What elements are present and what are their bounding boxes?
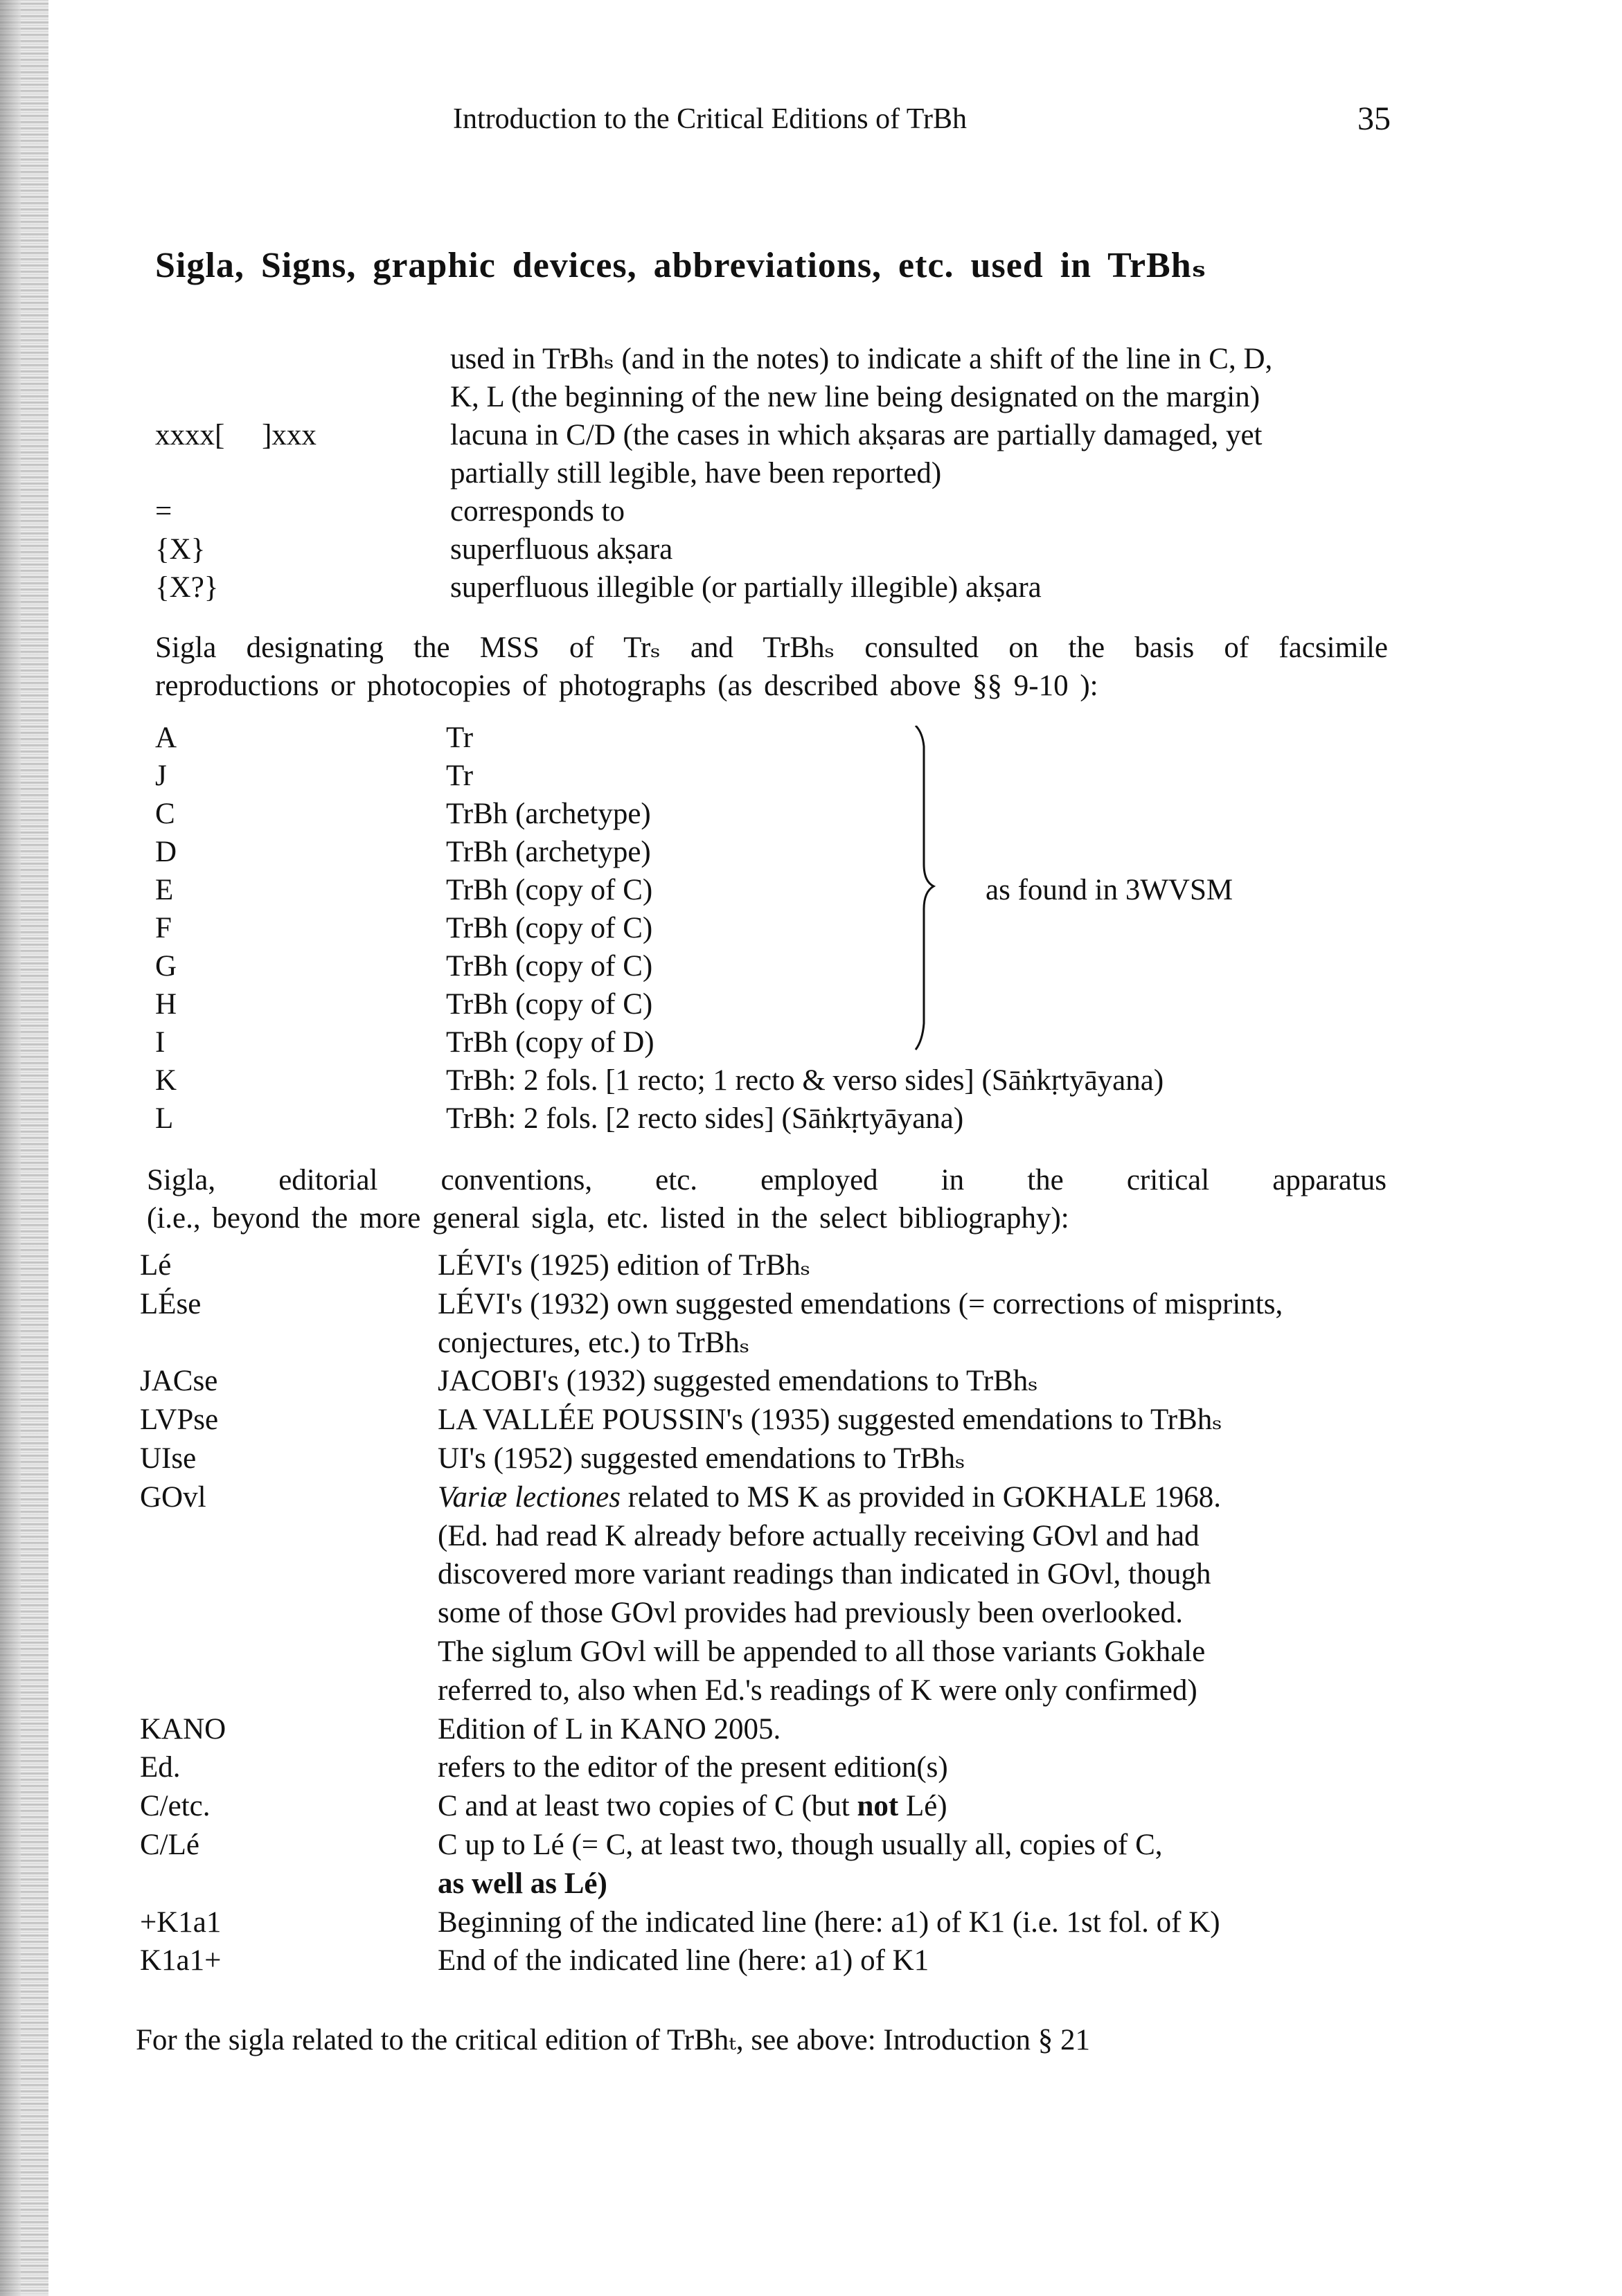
sigla: UIse bbox=[140, 1442, 197, 1475]
table-row bbox=[155, 416, 1272, 492]
sigla: K bbox=[155, 1064, 177, 1097]
description-line: TrBh (copy of C) bbox=[446, 950, 653, 983]
sigla: L bbox=[155, 1102, 174, 1135]
sigla-description bbox=[446, 871, 652, 909]
sigla: K1a1+ bbox=[140, 1944, 222, 1977]
heading-line: Sigla designating the MSS of Trₛ and TrBhₛ consulted on the basis of facsimile bbox=[155, 631, 1388, 664]
description-line: LÉVI's (1925) edition of TrBhₛ bbox=[438, 1249, 811, 1282]
sigla: JACse bbox=[140, 1365, 218, 1398]
section-title: Sigla, Signs, graphic devices, abbreviations, etc. used in TrBhₛ bbox=[155, 246, 1207, 285]
sigla-description bbox=[438, 1710, 781, 1749]
table-row bbox=[140, 1710, 1283, 1749]
table-row bbox=[140, 1903, 1283, 1942]
table-row bbox=[140, 1787, 1283, 1826]
sigla-description bbox=[438, 1787, 947, 1826]
table-row bbox=[140, 1401, 1283, 1440]
table-row bbox=[155, 795, 1164, 833]
sigla: D bbox=[155, 836, 177, 868]
table-row bbox=[155, 1023, 1164, 1061]
table-row bbox=[140, 1246, 1283, 1285]
sigla-description bbox=[446, 757, 473, 795]
description-line: TrBh (copy of D) bbox=[446, 1026, 654, 1059]
sigla: I bbox=[155, 1026, 166, 1059]
sigla: H bbox=[155, 988, 177, 1021]
sigla: A bbox=[155, 721, 177, 754]
description-line: superfluous akṣara bbox=[450, 533, 673, 566]
description-line: TrBh: 2 fols. [1 recto; 1 recto & verso sides] (Sāṅkṛtyāyana) bbox=[446, 1064, 1164, 1097]
description-line: TrBh (archetype) bbox=[446, 836, 651, 868]
description-line: The siglum GOvl will be appended to all those variants Gokhale bbox=[438, 1635, 1206, 1668]
sigla-description bbox=[446, 909, 652, 947]
description-line: TrBh (copy of C) bbox=[446, 912, 653, 944]
sigla: {X?} bbox=[155, 571, 219, 604]
sigla-description bbox=[438, 1440, 965, 1478]
heading-line: reproductions or photocopies of photographs (as described above §§ 9-10 ): bbox=[155, 670, 1098, 702]
description-line: End of the indicated line (here: a1) of K1 bbox=[438, 1944, 929, 1977]
heading-line: Sigla, editorial conventions, etc. employed in the critical apparatus bbox=[147, 1164, 1387, 1196]
sigla: +K1a1 bbox=[140, 1905, 222, 1939]
text-segment: Lé) bbox=[898, 1790, 947, 1823]
apparatus-sigla-table bbox=[140, 1246, 1283, 1980]
description-line: (Ed. had read K already before actually receiving GOvl and had bbox=[438, 1519, 1200, 1552]
sigla-description bbox=[438, 1903, 1220, 1942]
sigla-description bbox=[450, 492, 625, 530]
sigla-description bbox=[446, 1023, 654, 1061]
sigla: C/etc. bbox=[140, 1790, 211, 1823]
description-line: discovered more variant readings than indicated in GOvl, though bbox=[438, 1558, 1211, 1591]
sigla-description bbox=[438, 1362, 1038, 1401]
text-segment: C and at least two copies of C (but bbox=[438, 1790, 857, 1823]
sigla-description bbox=[446, 795, 651, 833]
sigla-description bbox=[450, 530, 672, 568]
table-row bbox=[155, 757, 1164, 795]
description-line: lacuna in C/D (the cases in which akṣaras are partially damaged, yet bbox=[450, 419, 1263, 451]
sigla-description bbox=[446, 947, 652, 985]
mss-sigla-table bbox=[155, 719, 1164, 1138]
text-segment: Variæ lectiones bbox=[438, 1480, 621, 1514]
table-row bbox=[140, 1362, 1283, 1401]
description-line: JACOBI's (1932) suggested emendations to TrBhₛ bbox=[438, 1365, 1038, 1398]
table-row bbox=[155, 530, 1272, 568]
table-row bbox=[155, 340, 1272, 416]
sigla-description bbox=[438, 1748, 948, 1787]
description-line: refers to the editor of the present edition(s) bbox=[438, 1751, 948, 1784]
sigla: G bbox=[155, 950, 177, 983]
apparatus-sigla-heading bbox=[147, 1161, 1387, 1237]
sigla-description bbox=[438, 1285, 1283, 1363]
page-number: 35 bbox=[1357, 100, 1391, 137]
table-row bbox=[155, 833, 1164, 871]
sigla-description bbox=[446, 719, 473, 757]
table-row bbox=[140, 1941, 1283, 1980]
description-line bbox=[438, 1478, 1221, 1517]
sigla: E bbox=[155, 874, 174, 906]
description-line: conjectures, etc.) to TrBhₛ bbox=[438, 1326, 750, 1359]
sigla-description bbox=[446, 1061, 1164, 1100]
description-line: partially still legible, have been reported) bbox=[450, 457, 942, 490]
description-line: superfluous illegible (or partially illegible) akṣara bbox=[450, 571, 1042, 604]
sigla: KANO bbox=[140, 1712, 226, 1746]
description-line: LÉVI's (1932) own suggested emendations (= corrections of misprints, bbox=[438, 1287, 1283, 1320]
description-line: TrBh (copy of C) bbox=[446, 988, 653, 1021]
table-row bbox=[140, 1285, 1283, 1363]
description-line: C up to Lé (= C, at least two, though usually all, copies of C, bbox=[438, 1828, 1163, 1861]
table-row bbox=[155, 1061, 1164, 1100]
description-line: TrBh (copy of C) bbox=[446, 874, 653, 906]
table-row bbox=[155, 985, 1164, 1023]
table-row bbox=[155, 947, 1164, 985]
sigla-description bbox=[446, 1100, 963, 1138]
sigla: LÉse bbox=[140, 1287, 202, 1320]
table-row bbox=[140, 1440, 1283, 1478]
sigla-description bbox=[438, 1941, 929, 1980]
description-line: referred to, also when Ed.'s readings of K were only confirmed) bbox=[438, 1674, 1197, 1707]
signs-table bbox=[155, 340, 1272, 607]
sigla: {X} bbox=[155, 533, 206, 566]
running-header: Introduction to the Critical Editions of TrBh bbox=[453, 103, 967, 135]
sigla: LVPse bbox=[140, 1403, 219, 1437]
sigla: GOvl bbox=[140, 1480, 206, 1514]
table-row bbox=[155, 909, 1164, 947]
sigla-description bbox=[438, 1401, 1222, 1440]
description-line: K, L (the beginning of the new line being designated on the margin) bbox=[450, 381, 1260, 413]
text-segment: not bbox=[857, 1790, 899, 1823]
sigla-description bbox=[450, 340, 1272, 416]
description-line: LA VALLÉE POUSSIN's (1935) suggested emendations to TrBhₛ bbox=[438, 1403, 1222, 1437]
sigla: C/Lé bbox=[140, 1828, 199, 1861]
description-line: some of those GOvl provides had previously been overlooked. bbox=[438, 1597, 1183, 1630]
sigla-description bbox=[438, 1826, 1163, 1903]
brace-label: as found in 3WVSM bbox=[986, 874, 1233, 906]
description-line: TrBh (archetype) bbox=[446, 798, 651, 830]
table-row bbox=[155, 568, 1272, 607]
description-line: UI's (1952) suggested emendations to TrBhₛ bbox=[438, 1442, 965, 1475]
table-row bbox=[155, 1100, 1164, 1138]
sigla-description bbox=[446, 833, 651, 871]
sigla-description bbox=[438, 1478, 1221, 1710]
table-row bbox=[155, 492, 1272, 530]
sigla: Lé bbox=[140, 1249, 172, 1282]
table-row bbox=[140, 1478, 1283, 1710]
sigla: Ed. bbox=[140, 1751, 181, 1784]
sigla: J bbox=[155, 760, 167, 792]
table-row bbox=[140, 1748, 1283, 1787]
description-line bbox=[438, 1865, 1163, 1903]
description-line: Beginning of the indicated line (here: a1) of K1 (i.e. 1st fol. of K) bbox=[438, 1905, 1220, 1939]
right-brace-icon bbox=[913, 726, 941, 1051]
table-row bbox=[140, 1826, 1283, 1903]
sigla: F bbox=[155, 912, 172, 944]
description-line: TrBh: 2 fols. [2 recto sides] (Sāṅkṛtyāyana) bbox=[446, 1102, 964, 1135]
description-line bbox=[438, 1787, 947, 1826]
table-row bbox=[155, 719, 1164, 757]
sigla: xxxx[ ]xxx bbox=[155, 419, 317, 451]
sigla: = bbox=[155, 495, 172, 528]
sigla: C bbox=[155, 798, 175, 830]
description-line: Edition of L in KANO 2005. bbox=[438, 1712, 781, 1746]
description-line: corresponds to bbox=[450, 495, 625, 528]
sigla-description bbox=[450, 416, 1263, 492]
mss-sigla-heading bbox=[155, 629, 1388, 705]
footer-note: For the sigla related to the critical edition of TrBhₜ, see above: Introduction § 21 bbox=[136, 2024, 1090, 2056]
sigla-description bbox=[438, 1246, 810, 1285]
text-segment: as well as Lé) bbox=[438, 1867, 607, 1900]
scan-edge-shadow bbox=[0, 0, 21, 2296]
description-line: Tr bbox=[446, 760, 474, 792]
sigla bbox=[155, 340, 450, 378]
description-line: Tr bbox=[446, 721, 474, 754]
description-line: used in TrBhₛ (and in the notes) to indicate a shift of the line in C, D, bbox=[450, 343, 1273, 375]
sigla-description bbox=[450, 568, 1042, 607]
text-segment: related to MS K as provided in GOKHALE 1968. bbox=[620, 1480, 1221, 1514]
sigla-description bbox=[446, 985, 652, 1023]
heading-line: (i.e., beyond the more general sigla, etc. listed in the select bibliography): bbox=[147, 1202, 1069, 1235]
